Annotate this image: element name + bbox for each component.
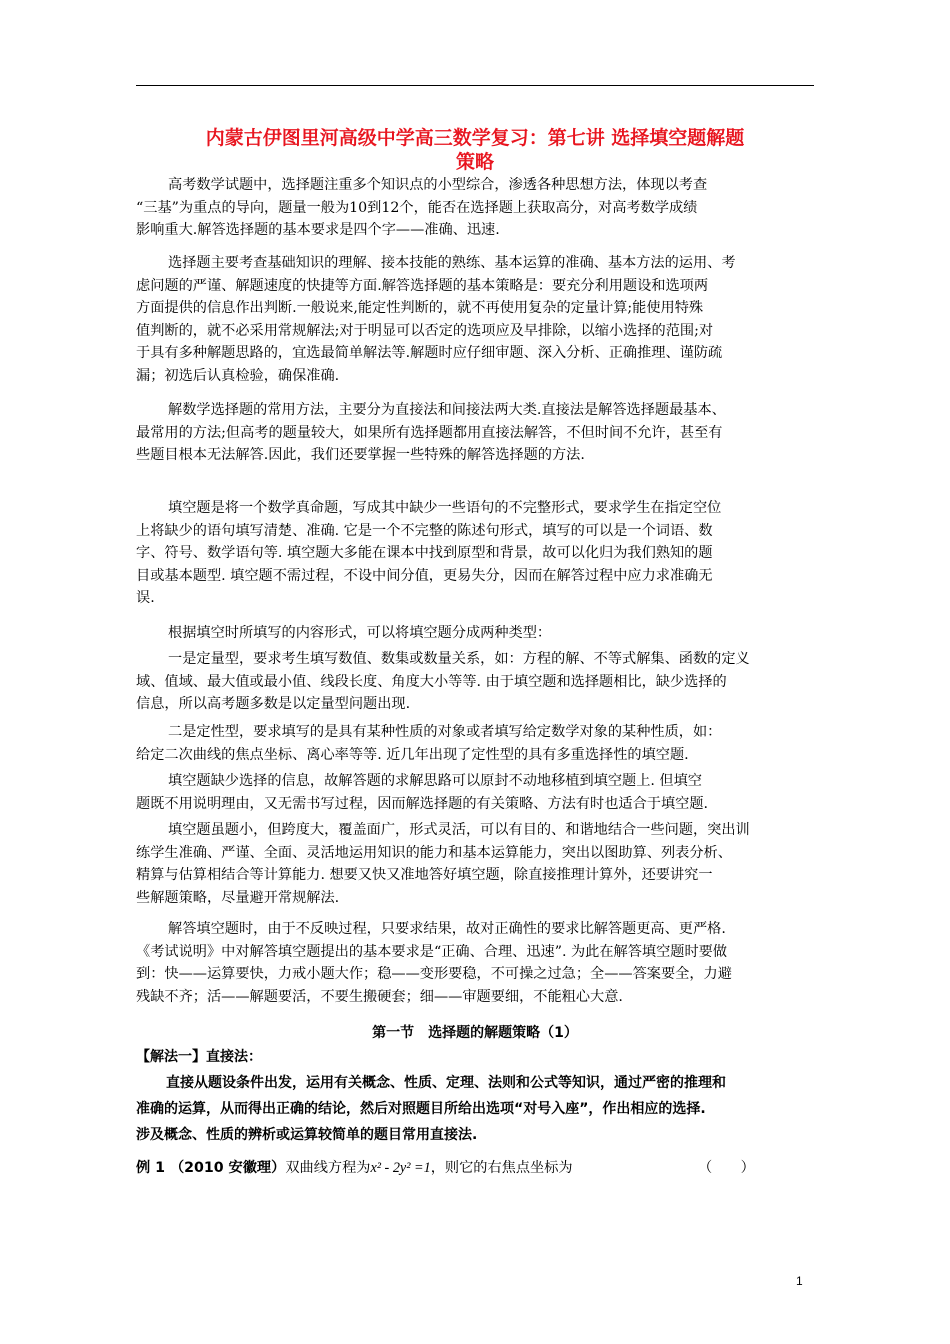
paragraph-fill-types bbox=[136, 622, 814, 645]
text-line: 《考试说明》中对解答填空题提出的基本要求是“正确、合理、迅速”. 为此在解答填空题时要做 bbox=[136, 943, 728, 960]
text-line: 目或基本题型. 填空题不需过程，不设中间分值，更易失分，因而在解答过程中应力求准确无 bbox=[136, 567, 713, 584]
text-line: 解答填空题时，由于不反映过程，只要求结果，故对正确性的要求比解答题更高、更严格. bbox=[168, 921, 726, 937]
text-line: 残缺不齐；活——解题要活，不要生搬硬套；细——审题要细，不能粗心大意. bbox=[136, 988, 623, 1005]
text-line: 填空题虽题小，但跨度大，覆盖面广，形式灵活，可以有目的、和谐地结合一些问题，突出训 bbox=[168, 822, 750, 838]
method-block bbox=[136, 1044, 814, 1148]
text-line: 些解题策略，尽量避开常规解法. bbox=[136, 889, 340, 906]
text-line: 高考数学试题中，选择题注重多个知识点的小型综合，渗透各种思想方法，体现以考查 bbox=[168, 177, 708, 193]
example-equation: x² - 2y² =1 bbox=[370, 1160, 431, 1176]
header-rule bbox=[136, 85, 814, 86]
paragraph-choice-methods bbox=[136, 399, 814, 467]
text-line: 解数学选择题的常用方法，主要分为直接法和间接法两大类.直接法是解答选择题最基本、 bbox=[168, 402, 726, 418]
text-line: 选择题主要考查基础知识的理解、接本技能的熟练、基本运算的准确、基本方法的运用、考 bbox=[168, 255, 736, 271]
method-desc-line: 准确的运算，从而得出正确的结论，然后对照题目所给出选项“对号入座”，作出相应的选择. bbox=[136, 1101, 706, 1117]
text-line: 漏；初选后认真检验，确保准确. bbox=[136, 367, 340, 384]
text-line: 二是定性型，要求填写的是具有某种性质的对象或者填写给定数学对象的某种性质，如： bbox=[168, 724, 722, 740]
text-line: 影响重大.解答选择题的基本要求是四个字——准确、迅速. bbox=[136, 222, 500, 238]
text-line: 值判断的，就不必采用常规解法;对于明显可以否定的选项应及早排除，以缩小选择的范围;对 bbox=[136, 322, 714, 339]
text-line: 信息，所以高考题多数是以定量型问题出现. bbox=[136, 696, 411, 712]
text-line: 根据填空时所填写的内容形式，可以将填空题分成两种类型： bbox=[168, 625, 552, 641]
paragraph-fill-characteristics bbox=[136, 819, 814, 909]
paragraph-quantitative-type bbox=[136, 648, 814, 716]
example-1 bbox=[136, 1156, 814, 1180]
text-line: 字、符号、数学语句等. 填空题大多能在课本中找到原型和背景，故可以化归为我们熟知的题 bbox=[136, 545, 713, 561]
text-line: 虑问题的严谨、解题速度的快捷等方面.解答选择题的基本策略是：要充分利用题设和选项两 bbox=[136, 277, 709, 294]
paragraph-choice-strategy bbox=[136, 252, 814, 387]
page-number: 1 bbox=[796, 1274, 803, 1288]
text-line: 方面提供的信息作出判断.一般说来,能定性判断的，就不再使用复杂的定量计算;能使用特殊 bbox=[136, 300, 704, 316]
paragraph-fill-vs-choice bbox=[136, 770, 814, 815]
example-label: 例 1 （2010 安徽理） bbox=[136, 1160, 286, 1176]
method-desc-line: 直接从题设条件出发，运用有关概念、性质、定理、法则和公式等知识，通过严密的推理和 bbox=[166, 1075, 726, 1091]
text-line: 误. bbox=[136, 590, 155, 606]
text-line: “三基”为重点的导向，题量一般为10到12个，能否在选择题上获取高分，对高考数学成绩 bbox=[136, 199, 698, 216]
method-label: 【解法一】直接法： bbox=[136, 1049, 262, 1065]
document-title-line-1: 内蒙古伊图里河高级中学高三数学复习：第七讲 选择填空题解题 bbox=[205, 127, 745, 149]
text-line: 填空题是将一个数学真命题，写成其中缺少一些语句的不完整形式，要求学生在指定空位 bbox=[168, 500, 722, 516]
text-line: 于具有多种解题思路的，宜选最简单解法等.解题时应仔细审题、深入分析、正确推理、谨防疏 bbox=[136, 345, 723, 361]
text-line: 练学生准确、严谨、全面、灵活地运用知识的能力和基本运算能力，突出以图助算、列表分析、 bbox=[136, 844, 732, 861]
example-text-before: 双曲线方程为 bbox=[285, 1160, 371, 1176]
text-line: 精算与估算相结合等计算能力. 想要又快又准地答好填空题，除直接推理计算外，还要讲究一 bbox=[136, 867, 713, 883]
answer-blank: （ ） bbox=[698, 1160, 755, 1176]
section-heading: 第一节 选择题的解题策略（1） bbox=[372, 1025, 578, 1041]
text-line: 一是定量型，要求考生填写数值、数集或数量关系，如：方程的解、不等式解集、函数的定义 bbox=[168, 651, 750, 667]
method-desc-line: 涉及概念、性质的辨析或运算较简单的题目常用直接法. bbox=[136, 1127, 478, 1143]
document-title-line-2: 策略 bbox=[455, 151, 494, 173]
paragraph-intro-choice bbox=[136, 174, 814, 242]
text-line: 上将缺少的语句填写清楚、准确. 它是一个不完整的陈述句形式，填写的可以是一个词语、数 bbox=[136, 522, 713, 539]
text-line: 题既不用说明理由，又无需书写过程，因而解选择题的有关策略、方法有时也适合于填空题. bbox=[136, 795, 709, 812]
paragraph-fill-definition bbox=[136, 497, 814, 610]
text-line: 到：快——运算要快，力戒小题大作；稳——变形要稳，不可操之过急；全——答案要全，力避 bbox=[136, 966, 732, 982]
example-text-after: ，则它的右焦点坐标为 bbox=[430, 1160, 573, 1176]
paragraph-qualitative-type bbox=[136, 721, 814, 766]
text-line: 最常用的方法;但高考的题量较大，如果所有选择题都用直接法解答，不但时间不允许，甚至有 bbox=[136, 424, 723, 441]
text-line: 给定二次曲线的焦点坐标、离心率等等. 近几年出现了定性型的具有多重选择性的填空题. bbox=[136, 746, 689, 763]
paragraph-fill-requirements bbox=[136, 918, 814, 1008]
text-line: 些题目根本无法解答.因此，我们还要掌握一些特殊的解答选择题的方法. bbox=[136, 447, 585, 463]
text-line: 填空题缺少选择的信息，故解答题的求解思路可以原封不动地移植到填空题上. 但填空 bbox=[168, 773, 702, 789]
text-line: 域、值域、最大值或最小值、线段长度、角度大小等等. 由于填空题和选择题相比，缺少选择的 bbox=[136, 673, 727, 690]
